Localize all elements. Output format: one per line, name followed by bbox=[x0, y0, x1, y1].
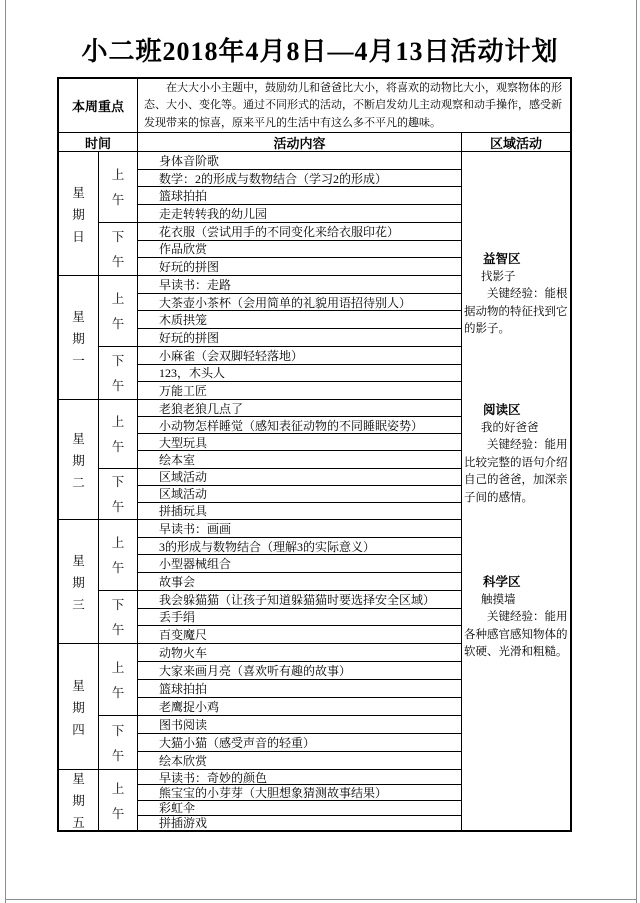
scan-edge-right bbox=[636, 0, 637, 903]
day-sessions bbox=[99, 400, 461, 519]
area-zone-block bbox=[462, 574, 570, 662]
activity-item: 故事会 bbox=[138, 572, 461, 590]
activity-item: 绘本室 bbox=[138, 450, 461, 467]
session-morning bbox=[99, 400, 461, 469]
day-name-char: 星 bbox=[72, 553, 85, 568]
activity-item: 大家来画月亮（喜欢听有趣的故事） bbox=[138, 661, 461, 679]
session-time-label bbox=[99, 347, 138, 399]
table-body bbox=[59, 152, 570, 830]
activity-item: 数学：2的形成与数物结合（学习2的形成） bbox=[138, 169, 461, 187]
activity-item: 图书阅读 bbox=[159, 718, 208, 732]
activity-item: 作品欣赏 bbox=[138, 240, 461, 258]
activity-plan-table bbox=[57, 77, 572, 832]
activity-item: 3的形成与数物结合（理解3的实际意义） bbox=[138, 537, 461, 555]
activity-list bbox=[138, 276, 461, 346]
session-label-char: 午 bbox=[111, 317, 125, 332]
session-time-label bbox=[99, 276, 138, 346]
day-sessions bbox=[99, 276, 461, 399]
activity-item: 百变魔尺 bbox=[138, 625, 461, 643]
activity-item: 拼插游戏 bbox=[138, 815, 461, 830]
session-morning bbox=[99, 520, 461, 591]
session-time-label bbox=[99, 591, 138, 643]
session-label-char: 上 bbox=[111, 661, 125, 675]
day-name-char: 日 bbox=[72, 229, 85, 244]
day-name-char: 三 bbox=[72, 597, 85, 612]
day-row-3 bbox=[59, 400, 461, 520]
session-label-char: 上 bbox=[111, 292, 125, 307]
activity-item: 我会躲猫猫（让孩子知道躲猫猫时要选择安全区域） bbox=[159, 592, 436, 607]
area-zone-block bbox=[462, 251, 570, 339]
day-name-char: 四 bbox=[72, 722, 85, 737]
activity-item: 走走转转我的幼儿园 bbox=[138, 204, 461, 222]
day-name bbox=[59, 520, 99, 643]
activity-item: 动物火车 bbox=[159, 646, 208, 660]
day-name-char: 期 bbox=[72, 794, 85, 808]
day-name bbox=[59, 152, 99, 275]
activity-item: 绘本欣赏 bbox=[138, 751, 461, 769]
session-time-label bbox=[99, 223, 138, 275]
day-row-1 bbox=[59, 152, 461, 276]
session-time-label bbox=[99, 469, 138, 519]
activity-item: 拼插玩具 bbox=[138, 502, 461, 519]
session-morning bbox=[99, 276, 461, 347]
session-time-label bbox=[99, 716, 138, 769]
day-name bbox=[59, 770, 99, 830]
activity-item: 老鹰捉小鸡 bbox=[138, 697, 461, 715]
session-afternoon bbox=[99, 223, 461, 275]
day-name-char: 星 bbox=[72, 678, 85, 693]
session-label-char: 上 bbox=[111, 415, 125, 430]
session-afternoon bbox=[99, 469, 461, 519]
day-name bbox=[59, 400, 99, 519]
session-label-char: 上 bbox=[111, 536, 125, 551]
session-label-char: 午 bbox=[111, 500, 125, 515]
day-name-char: 期 bbox=[72, 331, 85, 346]
weekly-focus-row bbox=[59, 79, 570, 133]
activity-list bbox=[138, 644, 461, 715]
activity-item: 小麻雀（会双脚轻轻落地） bbox=[159, 348, 304, 363]
activity-list bbox=[138, 716, 461, 769]
scan-edge-bottom bbox=[5, 899, 637, 900]
session-time-label bbox=[99, 644, 138, 715]
day-name-char: 期 bbox=[72, 453, 85, 468]
activity-list bbox=[138, 469, 461, 519]
session-label-char: 午 bbox=[111, 561, 125, 576]
session-morning bbox=[99, 644, 461, 716]
header-area-activity: 区域活动 bbox=[489, 135, 542, 151]
area-zone-title: 科学区 bbox=[483, 575, 521, 589]
day-name-char: 期 bbox=[72, 700, 85, 715]
day-name bbox=[59, 276, 99, 399]
activity-item: 万能工匠 bbox=[138, 381, 461, 399]
activity-list bbox=[138, 591, 461, 643]
area-zone-activity: 我的好爸爸 bbox=[481, 421, 539, 434]
session-label-char: 下 bbox=[111, 598, 125, 613]
header-time: 时间 bbox=[59, 133, 138, 151]
day-sessions bbox=[99, 644, 461, 769]
day-row-5 bbox=[59, 644, 461, 770]
session-morning bbox=[99, 152, 461, 223]
day-row-2 bbox=[59, 276, 461, 400]
activity-item: 熊宝宝的小芽芽（大胆想象猜测故事结果） bbox=[138, 784, 461, 799]
session-time-label bbox=[99, 400, 138, 468]
day-name-char: 二 bbox=[72, 475, 85, 490]
area-key-experience: 关键经验：能用各种感官感知物体的软硬、光滑和粗糙。 bbox=[464, 611, 568, 658]
session-label-char: 午 bbox=[111, 440, 125, 455]
day-row-4 bbox=[59, 520, 461, 644]
session-label-char: 上 bbox=[111, 781, 125, 796]
weekly-focus-text: 在大大小小主题中，鼓励幼儿和爸爸比大小，将喜欢的动物比大小，观察物体的形态、大小、变化等。通过不同形式的活动，不断启发幼儿主动观察和动手操作，感受新发现带来的惊喜，原来平凡的生活中有这么多不平凡的趣味。 bbox=[144, 82, 562, 129]
session-label-char: 午 bbox=[111, 379, 125, 394]
session-afternoon bbox=[99, 347, 461, 399]
days-body bbox=[59, 152, 462, 830]
day-name-char: 星 bbox=[72, 309, 85, 324]
activity-item: 区域活动 bbox=[138, 485, 461, 502]
area-zone-title: 益智区 bbox=[483, 252, 521, 266]
activity-item: 木质拱笼 bbox=[138, 310, 461, 328]
activity-item: 篮球拍拍 bbox=[138, 186, 461, 204]
area-zone-title: 阅读区 bbox=[483, 403, 521, 417]
session-label-char: 下 bbox=[111, 354, 125, 369]
day-name-char: 星 bbox=[72, 431, 85, 446]
area-zone-activity: 找影子 bbox=[481, 270, 516, 283]
session-time-label bbox=[99, 520, 138, 590]
session-time-label bbox=[99, 152, 138, 222]
activity-item: 丢手绢 bbox=[138, 608, 461, 626]
session-label-char: 午 bbox=[111, 255, 125, 270]
activity-item: 身体音阶歌 bbox=[159, 153, 220, 168]
activity-item: 123，木头人 bbox=[138, 364, 461, 382]
day-name-char: 星 bbox=[72, 772, 85, 786]
activity-list bbox=[138, 347, 461, 399]
activity-item: 早读书：走路 bbox=[159, 277, 232, 292]
activity-list bbox=[138, 770, 461, 830]
session-time-label bbox=[99, 770, 138, 830]
activity-item: 篮球拍拍 bbox=[138, 679, 461, 697]
session-morning bbox=[99, 770, 461, 830]
area-key-experience: 关键经验：能根据动物的特征找到它的影子。 bbox=[464, 288, 568, 335]
day-name-char: 期 bbox=[72, 207, 85, 222]
activity-item: 老狼老狼几点了 bbox=[159, 401, 244, 416]
activity-item: 大型玩具 bbox=[138, 433, 461, 450]
session-label-char: 下 bbox=[111, 230, 125, 245]
session-label-char: 午 bbox=[111, 623, 125, 638]
area-key-experience: 关键经验：能用比较完整的语句介绍自己的爸爸，加深亲子间的感情。 bbox=[464, 439, 568, 504]
activity-list bbox=[138, 520, 461, 590]
activity-item: 彩虹伞 bbox=[138, 800, 461, 815]
day-sessions bbox=[99, 520, 461, 643]
activity-list bbox=[138, 223, 461, 275]
activity-item: 好玩的拼图 bbox=[138, 328, 461, 346]
activity-list bbox=[138, 400, 461, 468]
session-label-char: 下 bbox=[111, 475, 125, 490]
day-name bbox=[59, 644, 99, 769]
day-sessions bbox=[99, 152, 461, 275]
activity-item: 早读书：画画 bbox=[159, 521, 232, 536]
area-zone-activity: 触摸墙 bbox=[481, 593, 516, 606]
header-activity-content: 活动内容 bbox=[138, 133, 462, 151]
session-label-char: 午 bbox=[111, 806, 125, 821]
day-name-char: 期 bbox=[72, 575, 85, 590]
session-label-char: 午 bbox=[111, 749, 125, 763]
session-label-char: 午 bbox=[111, 686, 125, 700]
page-title: 小二班2018年4月8日—4月13日活动计划 bbox=[81, 37, 559, 66]
activity-item: 区域活动 bbox=[159, 470, 208, 485]
activity-item: 大茶壶小茶杯（会用简单的礼貌用语招待别人） bbox=[138, 293, 461, 311]
session-afternoon bbox=[99, 716, 461, 769]
session-label-char: 午 bbox=[111, 193, 125, 208]
session-afternoon bbox=[99, 591, 461, 643]
activity-item: 花衣服（尝试用手的不同变化来给衣服印花） bbox=[159, 224, 400, 239]
day-sessions bbox=[99, 770, 461, 830]
session-label-char: 下 bbox=[111, 724, 125, 738]
day-name-char: 五 bbox=[72, 816, 85, 830]
table-header-row bbox=[59, 133, 570, 152]
activity-item: 小型器械组合 bbox=[138, 554, 461, 572]
day-row-6 bbox=[59, 770, 461, 830]
weekly-focus-label: 本周重点 bbox=[59, 79, 138, 132]
area-activity-cell bbox=[462, 152, 570, 830]
day-name-char: 一 bbox=[72, 353, 85, 368]
activity-item: 小动物怎样睡觉（感知表征动物的不同睡眠姿势） bbox=[138, 416, 461, 433]
activity-item: 大猫小猫（感受声音的轻重） bbox=[138, 733, 461, 751]
activity-list bbox=[138, 152, 461, 222]
area-zone-block bbox=[462, 402, 570, 507]
activity-item: 好玩的拼图 bbox=[138, 257, 461, 275]
scan-edge-left bbox=[5, 0, 6, 903]
session-label-char: 上 bbox=[111, 168, 125, 183]
day-name-char: 星 bbox=[72, 185, 85, 200]
activity-item: 早读书：奇妙的颜色 bbox=[159, 770, 268, 785]
